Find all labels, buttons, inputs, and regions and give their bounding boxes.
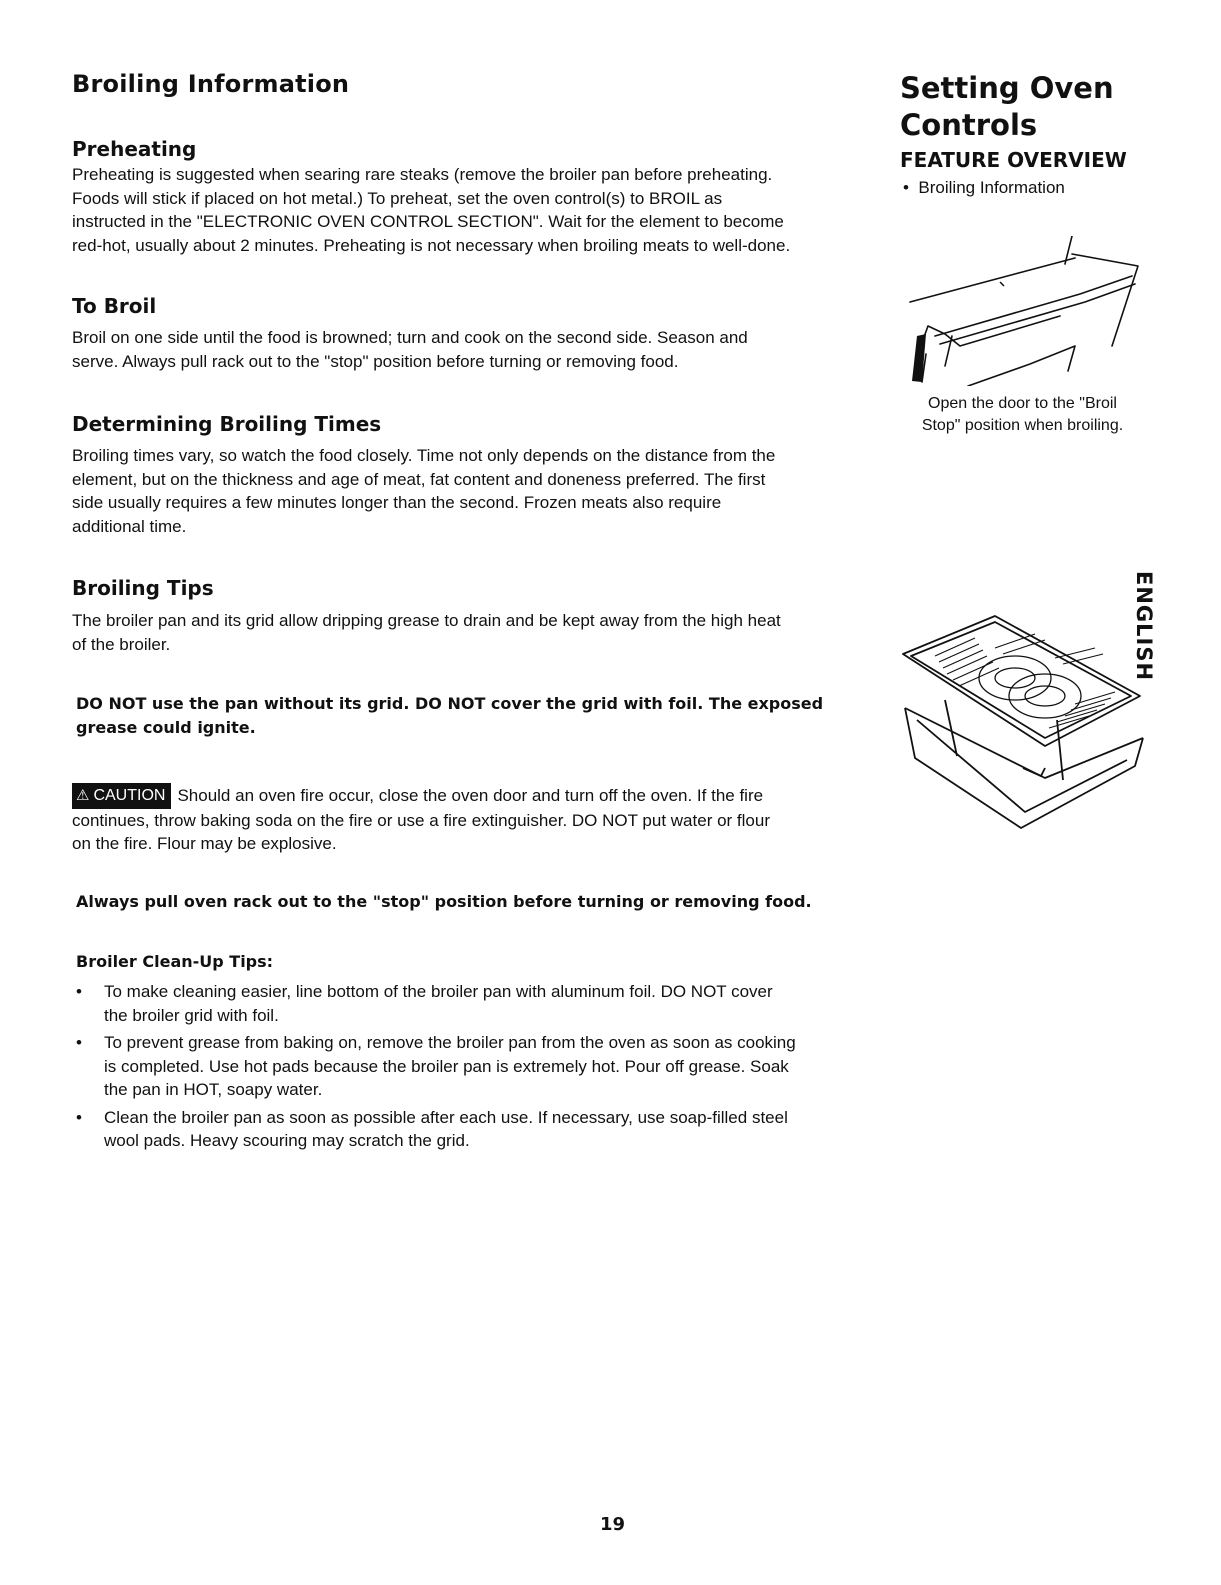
preheating-heading: Preheating [72, 137, 197, 161]
preheating-body [72, 163, 892, 257]
cleanup-heading: Broiler Clean-Up Tips: [76, 952, 274, 971]
feature-overview-heading: FEATURE OVERVIEW [900, 148, 1127, 172]
list-item [74, 1106, 904, 1153]
rack-note: Always pull oven rack out to the "stop" position before turning or removing food. [76, 892, 812, 911]
broiling-tips-line: of the broiler. [72, 634, 171, 654]
broiling-tips-heading: Broiling Tips [72, 576, 214, 600]
to-broil-body [72, 326, 892, 373]
broiling-times-line: element, but on the thickness and age of meat, fat content and doneness preferred. The first [72, 469, 766, 489]
caution-text: Should an oven fire occur, close the oven door and turn off the oven. If the fire [177, 786, 764, 805]
caution-line [72, 783, 892, 809]
broiling-times-line: additional time. [72, 516, 187, 536]
list-item [74, 1031, 904, 1102]
broiling-times-heading: Determining Broiling Times [72, 412, 382, 436]
to-broil-line: Broil on one side until the food is browned; turn and cook on the second side. Season and [72, 328, 748, 347]
language-tab-label: ENGLISH [1132, 570, 1156, 682]
caution-badge [72, 783, 171, 809]
door-caption-line: Stop" position when broiling. [921, 417, 1124, 434]
list-item-line: To prevent grease from baking on, remove the broiler pan from the oven as soon as cooking [104, 1033, 796, 1052]
bullet-icon: • [76, 982, 82, 1001]
feature-overview-label: Broiling Information [918, 178, 1065, 197]
grid-warning [76, 692, 896, 740]
grid-warning-line: grease could ignite. [76, 718, 256, 737]
list-item [74, 980, 904, 1027]
page-number: 19 [600, 1514, 626, 1535]
caution-line: on the fire. Flour may be explosive. [72, 834, 337, 853]
list-item-line: is completed. Use hot pads because the broiler pan is extremely hot. Pour off grease. Soak [104, 1056, 789, 1076]
caution-block [72, 783, 892, 856]
list-item-line: the broiler grid with foil. [104, 1005, 279, 1025]
preheating-line: red-hot, usually about 2 minutes. Preheating is not necessary when broiling meats to well-done. [72, 235, 791, 255]
preheating-line: Foods will stick if placed on hot metal.) To preheat, set the oven control(s) to BROIL as [72, 188, 723, 208]
bullet-icon: • [76, 1107, 82, 1127]
caution-badge-label: CAUTION [93, 787, 166, 804]
section-title [900, 70, 1114, 144]
door-caption-line: Open the door to the "Broil [928, 395, 1117, 412]
grid-warning-line: DO NOT use the pan without its grid. DO NOT cover the grid with foil. The exposed [76, 694, 824, 713]
preheating-line: instructed in the "ELECTRONIC OVEN CONTROL SECTION". Wait for the element to become [72, 212, 784, 231]
caution-line: continues, throw baking soda on the fire or use a fire extinguisher. DO NOT put water or flour [72, 810, 770, 830]
to-broil-line: serve. Always pull rack out to the "stop" position before turning or removing food. [72, 351, 679, 371]
to-broil-heading: To Broil [72, 294, 157, 318]
broiling-times-line: Broiling times vary, so watch the food closely. Time not only depends on the distance from the [72, 446, 776, 465]
section-title-line: Setting Oven [900, 71, 1114, 105]
bullet-icon: • [76, 1033, 82, 1052]
page-title: Broiling Information [72, 70, 350, 98]
preheating-line: Preheating is suggested when searing rare steaks (remove the broiler pan before preheating. [72, 165, 773, 184]
broiling-tips-body [72, 609, 892, 656]
section-title-line: Controls [900, 108, 1038, 142]
list-item-line: the pan in HOT, soapy water. [104, 1080, 323, 1099]
broiling-times-line: side usually requires a few minutes longer than the second. Frozen meats also require [72, 493, 722, 512]
warning-triangle-icon: ⚠ [76, 787, 90, 804]
feature-overview-item [903, 176, 1065, 200]
broiling-tips-line: The broiler pan and its grid allow dripping grease to drain and be kept away from the high heat [72, 611, 781, 630]
list-item-line: To make cleaning easier, line bottom of the broiler pan with aluminum foil. DO NOT cover [104, 982, 773, 1001]
list-item-line: wool pads. Heavy scouring may scratch the grid. [104, 1131, 470, 1150]
broiling-times-body [72, 444, 892, 538]
broiler-pan-illustration [895, 608, 1155, 833]
oven-door-illustration [900, 236, 1150, 386]
door-caption [895, 393, 1150, 437]
cleanup-list [74, 980, 904, 1157]
list-item-line: Clean the broiler pan as soon as possible after each use. If necessary, use soap-filled steel [104, 1107, 788, 1127]
bullet-icon: • [903, 178, 909, 197]
